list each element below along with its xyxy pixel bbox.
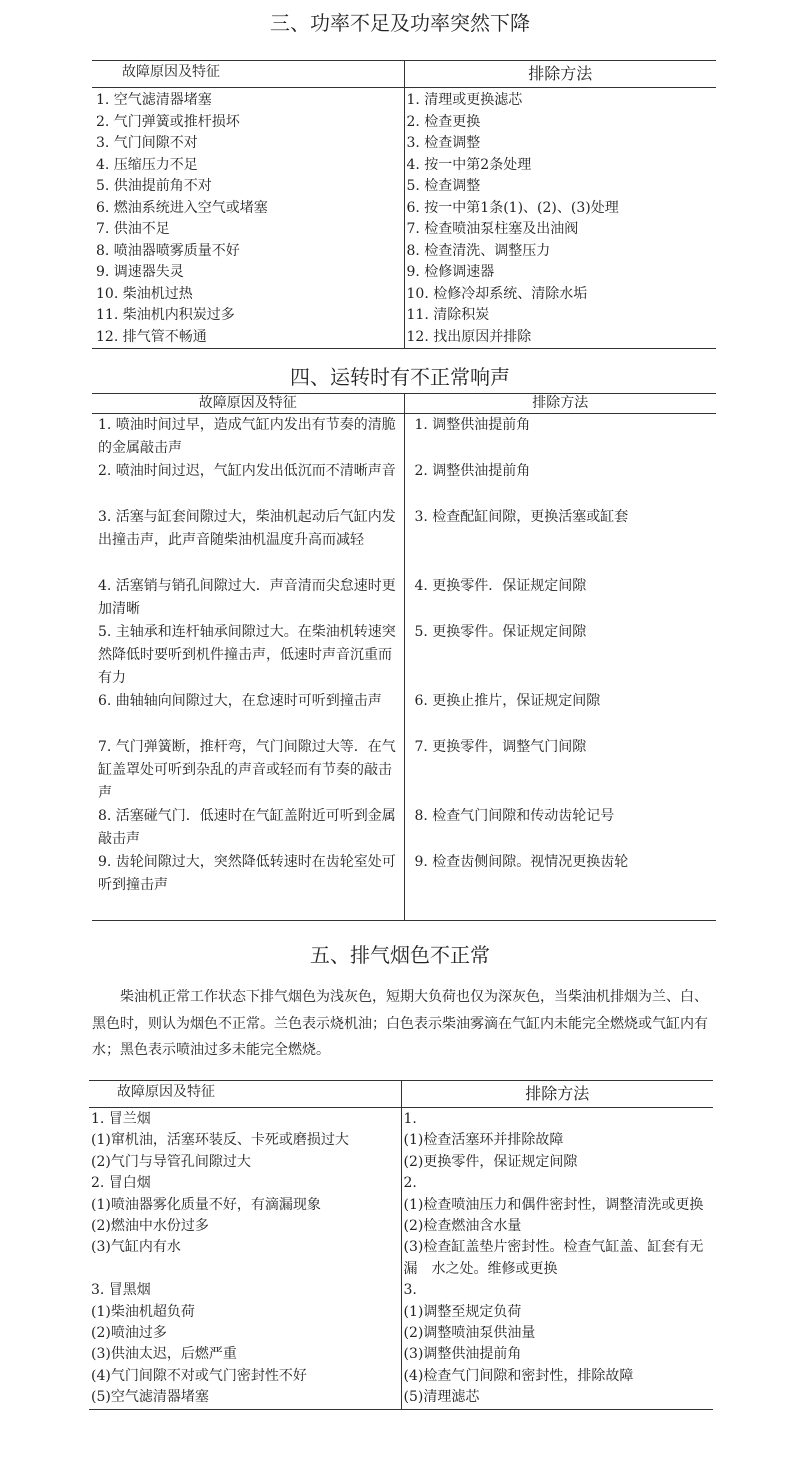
cause-cell: (4)气门间隙不对或气门密封性不好 (89, 1366, 401, 1387)
table-row (92, 736, 716, 805)
table-row (92, 851, 716, 921)
table-row (92, 284, 716, 306)
cause-cell: 2. 气门弹簧或推杆损坏 (92, 112, 404, 134)
section4-title: 四、运转时有不正常响声 (290, 365, 510, 389)
fix-cell: 3. (403, 1282, 417, 1299)
cause-cell: 7. 供油不足 (92, 219, 404, 241)
fix-cell: (4)检查气门间隙和密封性，排除故障 (403, 1367, 634, 1384)
table-row (89, 1237, 713, 1280)
fix-cell: (1)检查喷油压力和偶件密封性，调整清洗或更换 (403, 1196, 704, 1213)
cause-cell: 8. 活塞碰气门．低速时在气缸盖附近可听到金属敲击声 (92, 805, 404, 851)
fix-cell: 10. 检修冷却系统、清除水垢 (406, 285, 588, 302)
fix-cell: 1. (403, 1111, 417, 1127)
table-header-row (92, 61, 716, 88)
table-header-row (89, 1081, 713, 1108)
table-row (92, 133, 716, 155)
header-fix: 排除方法 (404, 394, 716, 414)
fix-cell: 8. 检查气门间隙和传动齿轮记号 (414, 808, 615, 824)
cause-cell: (3)气缸内有水 (89, 1237, 401, 1280)
header-fix: 排除方法 (404, 61, 716, 88)
fix-cell: 12. 找出原因并排除 (406, 328, 532, 345)
fix-cell: 4. 更换零件．保证规定间隙 (414, 578, 587, 594)
table-row (92, 219, 716, 241)
table-row (89, 1130, 713, 1151)
fix-cell: 6. 更换止推片，保证规定间隙 (414, 693, 601, 709)
table-row (89, 1366, 713, 1387)
table-row (92, 262, 716, 284)
table-row (89, 1323, 713, 1344)
table-row (92, 575, 716, 621)
fix-cell: (3)调整供油提前角 (403, 1346, 522, 1363)
cause-cell: 3. 活塞与缸套间隙过大，柴油机起动后气缸内发出撞击声，此声音随柴油机温度升高而减轻 (92, 506, 404, 575)
cause-cell: 3. 冒黑烟 (89, 1280, 401, 1301)
cause-cell: 9. 调速器失灵 (92, 262, 404, 284)
cause-cell: 1. 冒兰烟 (89, 1108, 401, 1131)
cause-cell: 8. 喷油器喷雾质量不好 (92, 241, 404, 263)
table-row (92, 690, 716, 736)
table-row (89, 1108, 713, 1131)
cause-cell: (2)喷油过多 (89, 1323, 401, 1344)
fix-cell: 7. 检查喷油泵柱塞及出油阀 (406, 221, 579, 237)
cause-cell: (1)喷油器雾化质量不好，有滴漏现象 (89, 1195, 401, 1216)
table-row (89, 1344, 713, 1365)
power-loss-table (92, 60, 716, 349)
section5-title: 五、排气烟色不正常 (310, 943, 490, 967)
cause-cell: 4. 压缩压力不足 (92, 155, 404, 177)
fix-cell: 3. 检查调整 (406, 135, 481, 151)
fix-cell: 1. 清理或更换滤芯 (406, 92, 523, 108)
table-row (89, 1152, 713, 1173)
table-row (92, 155, 716, 177)
table-header-row (92, 394, 716, 414)
cause-cell: 9. 齿轮间隙过大，突然降低转速时在齿轮室处可听到撞击声 (92, 851, 404, 921)
table-row (92, 460, 716, 506)
fix-cell: 9. 检查齿侧间隙。视情况更换齿轮 (414, 854, 629, 870)
table-row (89, 1195, 713, 1216)
fix-cell: (2)检查燃油含水量 (403, 1218, 522, 1235)
section3-title: 三、功率不足及功率突然下降 (270, 11, 530, 35)
cause-cell: 7. 气门弹簧断，推杆弯，气门间隙过大等．在气 缸盖罩处可听到杂乱的声音或轻而有节奏的敲击声 (92, 736, 404, 805)
fix-cell: 5. 检查调整 (406, 178, 481, 194)
cause-cell: 10. 柴油机过热 (92, 284, 404, 306)
cause-cell: 5. 主轴承和连杆轴承间隙过大。在柴油机转速突然降低时要听到机件撞击声，低速时声音沉重而有力 (92, 621, 404, 690)
table-row (89, 1216, 713, 1237)
header-fix: 排除方法 (401, 1081, 713, 1108)
cause-cell: 5. 供油提前角不对 (92, 176, 404, 198)
cause-cell: (2)燃油中水份过多 (89, 1216, 401, 1237)
fix-cell: (2)调整喷油泵供油量 (403, 1325, 536, 1342)
cause-cell: 2. 冒白烟 (89, 1173, 401, 1194)
table-row (92, 176, 716, 198)
table-row (92, 621, 716, 690)
cause-cell: 1. 空气滤清器堵塞 (92, 88, 404, 112)
fix-cell: 2. 调整供油提前角 (414, 463, 531, 479)
fix-cell: 2. (403, 1175, 417, 1192)
table-row (92, 506, 716, 575)
table-row (89, 1280, 713, 1301)
cause-cell: (1)柴油机超负荷 (89, 1302, 401, 1323)
table-row (89, 1302, 713, 1323)
fix-cell: (1)检查活塞环并排除故障 (403, 1132, 564, 1149)
table-row (92, 241, 716, 263)
exhaust-smoke-table (89, 1080, 713, 1410)
fix-cell: (5)清理滤芯 (403, 1389, 480, 1406)
table-row (92, 198, 716, 220)
fix-cell: 11. 清除积炭 (406, 307, 490, 323)
cause-cell: (2)气门与导管孔间隙过大 (89, 1152, 401, 1173)
cause-cell: (3)供油太迟，后燃严重 (89, 1344, 401, 1365)
fix-cell: 4. 按一中第2条处理 (406, 156, 532, 173)
cause-cell: 6. 曲轴轴向间隙过大，在怠速时可听到撞击声 (92, 690, 404, 736)
fix-cell: 5. 更换零件。保证规定间隙 (414, 624, 587, 640)
cause-cell: (1)窜机油，活塞环装反、卡死或磨损过大 (89, 1130, 401, 1151)
table-row (89, 1173, 713, 1194)
fix-cell: 7. 更换零件，调整气门间隙 (414, 739, 587, 755)
fix-cell: 3. 检查配缸间隙，更换活塞或缸套 (414, 509, 629, 525)
table-row (92, 88, 716, 112)
table-row (89, 1387, 713, 1409)
cause-cell: 2. 喷油时间过迟，气缸内发出低沉而不清晰声音 (92, 460, 404, 506)
fix-cell: 1. 调整供油提前角 (414, 417, 531, 433)
cause-cell: 11. 柴油机内积炭过多 (92, 305, 404, 327)
fix-cell: 9. 检修调速器 (406, 264, 495, 280)
cause-cell: 4. 活塞销与销孔间隙过大．声音清而尖怠速时更加清晰 (92, 575, 404, 621)
header-cause: 故障原因及特征 (92, 61, 404, 88)
table-row (92, 805, 716, 851)
cause-cell: (5)空气滤清器堵塞 (89, 1387, 401, 1409)
exhaust-smoke-description: 柴油机正常工作状态下排气烟色为浅灰色，短期大负荷也仅为深灰色，当柴油机排烟为兰、白、黑色时，则认为烟色不正常。兰色表示烧机油；白色表示柴油雾滴在气缸内未能完全燃烧或气缸内有水；黑色表示喷油过多未能完全燃烧。 (92, 989, 708, 1058)
fix-cell: 8. 检查清洗、调整压力 (406, 242, 551, 259)
fix-cell: (3)检查缸盖垫片密封性。检查气缸盖、缸套有无漏 水之处。维修或更换 (403, 1239, 704, 1277)
fix-cell: (2)更换零件，保证规定间隙 (403, 1153, 578, 1170)
header-cause: 故障原因及特征 (92, 394, 404, 414)
table-row (92, 327, 716, 349)
table-row (92, 305, 716, 327)
table-row (92, 414, 716, 461)
fix-cell: 6. 按一中第1条(1)、(2)、(3)处理 (406, 199, 619, 216)
cause-cell: 3. 气门间隙不对 (92, 133, 404, 155)
table-row (92, 112, 716, 134)
cause-cell: 1. 喷油时间过早，造成气缸内发出有节奏的清脆的金属敲击声 (92, 414, 404, 461)
cause-cell: 6. 燃油系统进入空气或堵塞 (92, 198, 404, 220)
fix-cell: (1)调整至规定负荷 (403, 1303, 522, 1320)
header-cause: 故障原因及特征 (89, 1081, 401, 1108)
cause-cell: 12. 排气管不畅通 (92, 327, 404, 349)
fix-cell: 2. 检查更换 (406, 113, 481, 130)
abnormal-noise-table (92, 393, 716, 921)
